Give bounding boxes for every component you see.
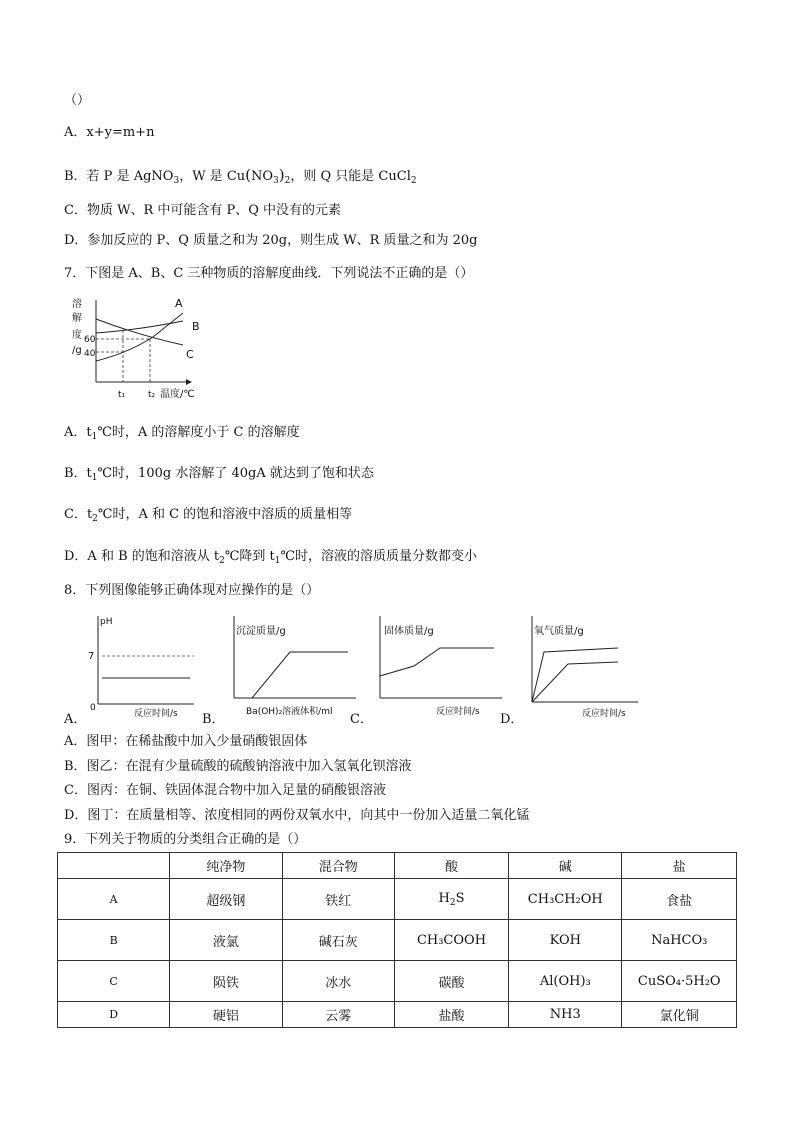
q7-xtick-t1: t₁ [118,390,126,400]
header-pure: 纯净物 [170,853,282,879]
q6-bracket: （） [64,93,91,108]
q8-option-d: D．图丁：在质量相等、浓度相同的两份双氧水中，向其中一份加入适量二氧化锰 [64,808,530,823]
table-cell: 铁红 [282,879,394,920]
q7-option-c-pre: C．t [64,507,93,522]
q8-figa-origin: 0 [90,703,96,713]
q7-option-a: A．$t_1℃$时，A 的溶解度小于 C 的溶解度 [64,425,300,442]
q6-option-a: A．x+y=m+n [64,125,155,140]
table-row [58,961,737,1002]
q7-ylabel-3: 度 [72,330,82,341]
q7-option-a-pre: A．t [64,425,92,440]
header-salt: 盐 [622,853,737,879]
table-cell: CH₃CH₂OH [509,879,622,920]
table-cell: 冰水 [282,961,394,1002]
q7-legend-a: A [175,297,183,310]
q7-stem: 7．下图是 A、B、C 三种物质的溶解度曲线．下列说法不正确的是（） [64,266,474,281]
q8-figure-b [220,612,360,722]
h2s-s: S [455,890,465,906]
header-mixture: 混合物 [282,853,394,879]
q7-xtick-t2: t₂ [148,390,156,400]
q9-stem: 9．下列关于物质的分类组合正确的是（） [64,832,307,847]
q7-option-d-post: ℃时，溶液的溶质质量分数都变小 [280,549,478,564]
q8-option-b: B．图乙：在混有少量硫酸的硫酸钠溶液中加入氢氧化钡溶液 [64,759,412,774]
q8-figb-ylabel: 沉淀质量/g [236,626,286,637]
q7-legend-c: C [186,348,194,361]
q6-option-b-part2: ，W 是 Cu [179,169,246,184]
table-cell: 盐酸 [394,1002,508,1028]
q8-figa-xlabel: 反应时间/s [134,709,178,719]
row-label: B [58,920,170,961]
q7-curve-a [96,313,183,361]
q8-figure-c [370,612,505,722]
q8-figure-a [82,612,202,722]
q6-option-c: C．物质 W、R 中可能含有 P、Q 中没有的元素 [64,203,342,218]
q6-option-b: B．若 P 是 AgNO$_3$，W 是 $Cu(NO_3)_2$，则 Q 只能是 CuCl$_2$ [64,166,417,186]
header-cell [58,853,170,879]
q8-label-d: D． [500,712,524,727]
q8-figa-ylabel: pH [100,617,113,627]
q8-figa-y7: 7 [88,651,95,662]
q8-option-a: A．图甲：在稀盐酸中加入少量硝酸银固体 [64,734,308,749]
q8-figd-line-catalyst [532,648,618,702]
table-cell: NH3 [509,1002,622,1028]
q8-figc-ylabel: 固体质量/g [384,626,434,637]
q8-figc-xlabel: 反应时间/s [436,707,480,717]
q7-option-b-pre: B．t [64,466,92,481]
row-label: D [58,1002,170,1028]
table-cell: 陨铁 [170,961,282,1002]
q8-label-c: C． [350,712,373,727]
q6-option-d: D．参加反应的 P、Q 质量之和为 20g，则生成 W、R 质量之和为 20g [64,233,478,248]
q8-figc-line [380,648,494,676]
table-row [58,1002,737,1028]
table-cell: KOH [509,920,622,961]
q7-option-d-mid: ℃降到 t [224,549,275,564]
q7-solubility-chart [68,295,208,405]
q9-classification-table [57,852,737,1028]
q8-figb-xlabel: Ba(OH)₂溶液体积/ml [246,707,333,717]
header-acid: 酸 [394,853,508,879]
q7-option-c-post: ℃时，A 和 C 的饱和溶液中溶质的质量相等 [97,507,353,522]
table-cell: CH₃COOH [394,920,508,961]
q7-option-b: B．$t_1℃$时，100g 水溶解了 40gA 就达到了饱和状态 [64,466,374,483]
h2s-sub: 2 [449,897,456,908]
q7-ytick-40: 40 [84,349,96,359]
q7-option-a-post: ℃时，A 的溶解度小于 C 的溶解度 [97,425,300,440]
table-cell: 液氯 [170,920,282,961]
q8-figd-ylabel: 氧气质量/g [534,626,584,637]
table-row [58,920,737,961]
q8-figd-xlabel: 反应时间/s [582,709,626,719]
q8-option-c: C．图丙：在铜、铁固体混合物中加入足量的硝酸银溶液 [64,783,386,798]
q7-ylabel-1: 溶 [72,299,82,310]
q7-ylabel-4: /g [72,345,82,356]
q7-option-d: D．A 和 B 的饱和溶液从 $t_2℃$降到 $t_1℃$时，溶液的溶质质量分数都变小 [64,549,478,566]
row-label: C [58,961,170,1002]
table-cell: 硬铝 [170,1002,282,1028]
table-cell: 食盐 [622,879,737,920]
table-cell [394,879,508,920]
q7-option-d-pre: D．A 和 B 的饱和溶液从 t [64,549,220,564]
h2s-h: H [438,890,450,906]
q8-label-a: A． [64,712,87,727]
q7-option-b-post: ℃时，100g 水溶解了 40gA 就达到了饱和状态 [97,466,374,481]
table-cell: 云雾 [282,1002,394,1028]
table-cell: 碳酸 [394,961,508,1002]
table-cell: 氯化铜 [622,1002,737,1028]
table-cell: Al(OH)₃ [509,961,622,1002]
table-cell: 超级钢 [170,879,282,920]
q6-option-b-part1: B．若 P 是 AgNO [64,169,174,184]
q8-figd-line-plain [532,662,618,702]
q7-legend-b: B [192,320,200,333]
q8-figb-line [252,652,348,698]
header-base: 碱 [509,853,622,879]
q8-figure-d [520,612,645,722]
table-cell: CuSO₄·5H₂O [622,961,737,1002]
table-cell: NaHCO₃ [622,920,737,961]
row-label: A [58,879,170,920]
table-cell: 碱石灰 [282,920,394,961]
table-header-row [58,853,737,879]
q8-label-b: B． [202,712,225,727]
q8-stem: 8．下列图像能够正确体现对应操作的是（） [64,583,320,598]
q7-ytick-60: 60 [84,335,96,345]
table-row [58,879,737,920]
q7-ylabel-2: 解 [72,313,82,324]
q7-xlabel: 温度/℃ [160,389,195,400]
q7-option-c: C．$t_2℃$时，A 和 C 的饱和溶液中溶质的质量相等 [64,507,353,524]
q6-option-b-part3: ，则 Q 只能是 CuCl [290,169,411,184]
